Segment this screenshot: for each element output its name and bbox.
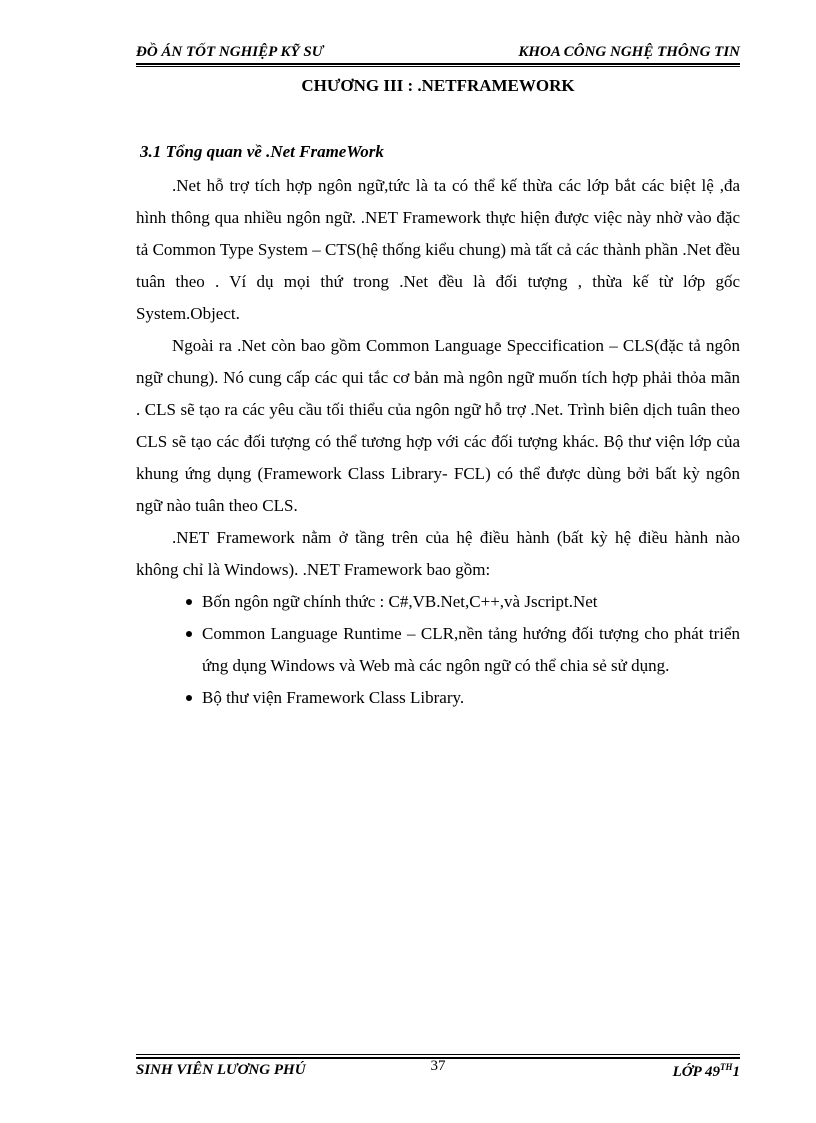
header-rule-thick [136,63,740,65]
footer-rule-thin [136,1054,740,1055]
section-title: 3.1 Tổng quan về .Net FrameWork [140,142,384,161]
header-right: KHOA CÔNG NGHỆ THÔNG TIN [518,44,740,60]
bullet-icon [186,695,192,701]
list-item-text: Bốn ngôn ngữ chính thức : C#,VB.Net,C++,và Jscript.Net [202,592,598,611]
footer-left: SINH VIÊN LƯƠNG PHÚ [136,1062,306,1078]
page-number: 37 [430,1058,446,1074]
header-rule-thin [136,66,740,67]
footer-right [673,1062,740,1081]
footer-right-suffix: 1 [732,1064,740,1080]
footer-right-sup: TH [720,1062,733,1072]
page-header [136,44,740,61]
page-footer [136,1058,740,1082]
header-left: ĐỒ ÁN TỐT NGHIỆP KỸ SƯ [136,44,324,60]
list-item-text: Common Language Runtime – CLR,nền tảng hướng đối tượng cho phát triển ứng dụng Windows và Web mà các ngôn ngữ có thể chia sẻ sử dụng. [202,624,740,675]
bullet-icon [186,599,192,605]
paragraph-2: Ngoài ra .Net còn bao gồm Common Language Speccification – CLS(đặc tả ngôn ngữ chung). Nó cung cấp các qui tắc cơ bản mà ngôn ngữ muốn tích hợp phải thỏa mãn . CLS sẽ tạo ra các yêu cầu tối thiểu của ngôn ngữ hỗ trợ .Net. Trình biên dịch tuân theo CLS sẽ tạo các đối tượng có thể tương hợp với các đối tượng khác. Bộ thư viện lớp của khung ứng dụng (Framework Class Library- FCL) có thể được dùng bởi bất kỳ ngôn ngữ nào tuân theo CLS. [136,336,740,515]
list-item [186,682,740,714]
list-item [186,586,740,618]
list-item [186,618,740,682]
body-text [136,170,740,714]
list-item-text: Bộ thư viện Framework Class Library. [202,688,465,707]
chapter-title: CHƯƠNG III : .NETFRAMEWORK [301,76,575,95]
footer-right-text: LỚP 49 [672,1064,720,1080]
framework-list [136,586,740,714]
paragraph-3: .NET Framework nằm ở tầng trên của hệ điều hành (bất kỳ hệ điều hành nào không chỉ là Windows). .NET Framework bao gồm: [136,528,740,579]
paragraph-1: .Net hỗ trợ tích hợp ngôn ngữ,tức là ta có thể kế thừa các lớp bắt các biệt lệ ,đa hình thông qua nhiều ngôn ngữ. .NET Framework thực hiện được việc này nhờ vào đặc tả Common Type System – CTS(hệ thống kiểu chung) mà tất cả các thành phần .Net đều tuân theo . Ví dụ mọi thứ trong .Net đều là đối tượng , thừa kế từ lớp gốc System.Object. [136,176,740,323]
bullet-icon [186,631,192,637]
